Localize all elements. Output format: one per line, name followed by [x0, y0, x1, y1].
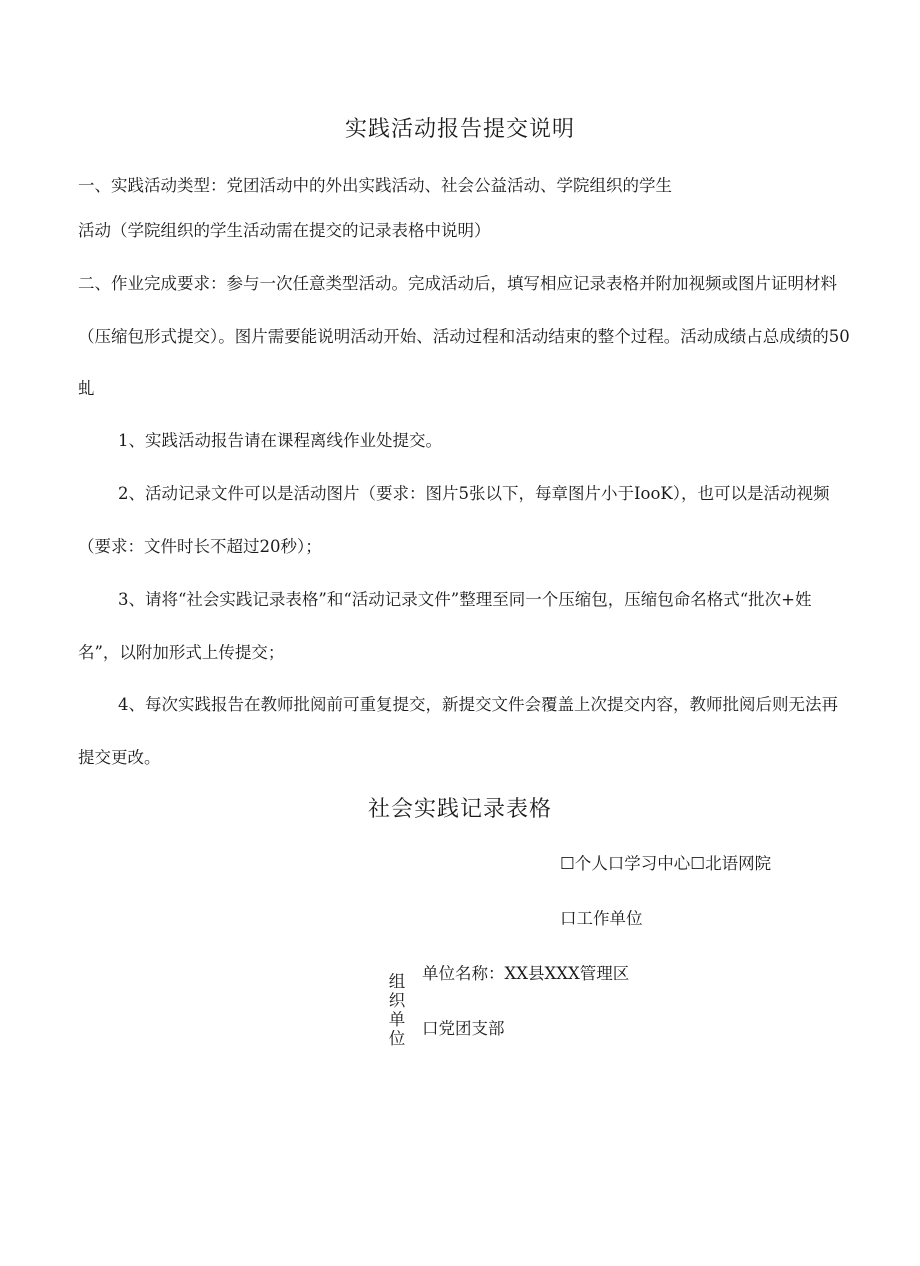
section1-line1: 一、实践活动类型：党团活动中的外出实践活动、社会公益活动、学院组织的学生: [78, 176, 672, 195]
org-unit-side-label: [386, 972, 408, 1048]
side-label-char: 组: [388, 972, 406, 991]
side-label-char: 位: [388, 1029, 406, 1048]
item2-line2: （要求：文件时长不超过20秒）；: [78, 537, 322, 556]
item3-line1: 3、请将“社会实践记录表格”和“活动记录文件”整理至同一个压缩包，压缩包命名格式“批次+姓: [118, 590, 812, 609]
side-label-char: 织: [388, 991, 406, 1010]
document-title: 实践活动报告提交说明: [344, 117, 575, 142]
item2-line1: 2、活动记录文件可以是活动图片（要求：图片5张以下，每章图片小于IooK），也可以是活动视频: [118, 484, 830, 503]
side-label-char: 单: [388, 1010, 406, 1029]
org-options-row3: 口党团支部: [422, 1019, 505, 1038]
org-options-row1: ☐个人口学习中心☐北语网院: [560, 854, 772, 873]
unit-name-field: 单位名称：XX县XXX管理区: [422, 964, 630, 983]
form-title: 社会实践记录表格: [367, 797, 552, 822]
section2-line2: （压缩包形式提交）。图片需要能说明活动开始、活动过程和活动结束的整个过程。活动成绩占总成绩的50: [78, 327, 850, 346]
item1-line: 1、实践活动报告请在课程离线作业处提交。: [118, 431, 442, 450]
item4-line2: 提交更改。: [78, 748, 161, 767]
item3-line2: 名”，以附加形式上传提交；: [78, 643, 285, 662]
section1-line2: 活动（学院组织的学生活动需在提交的记录表格中说明）: [78, 221, 491, 240]
item4-line1: 4、每次实践报告在教师批阅前可重复提交，新提交文件会覆盖上次提交内容，教师批阅后则无法再: [118, 695, 838, 714]
section2-line1: 二、作业完成要求：参与一次任意类型活动。完成活动后，填写相应记录表格并附加视频或图片证明材料: [78, 274, 837, 293]
section2-line3: 虬: [78, 379, 95, 398]
org-options-row2: 口工作单位: [560, 909, 643, 928]
